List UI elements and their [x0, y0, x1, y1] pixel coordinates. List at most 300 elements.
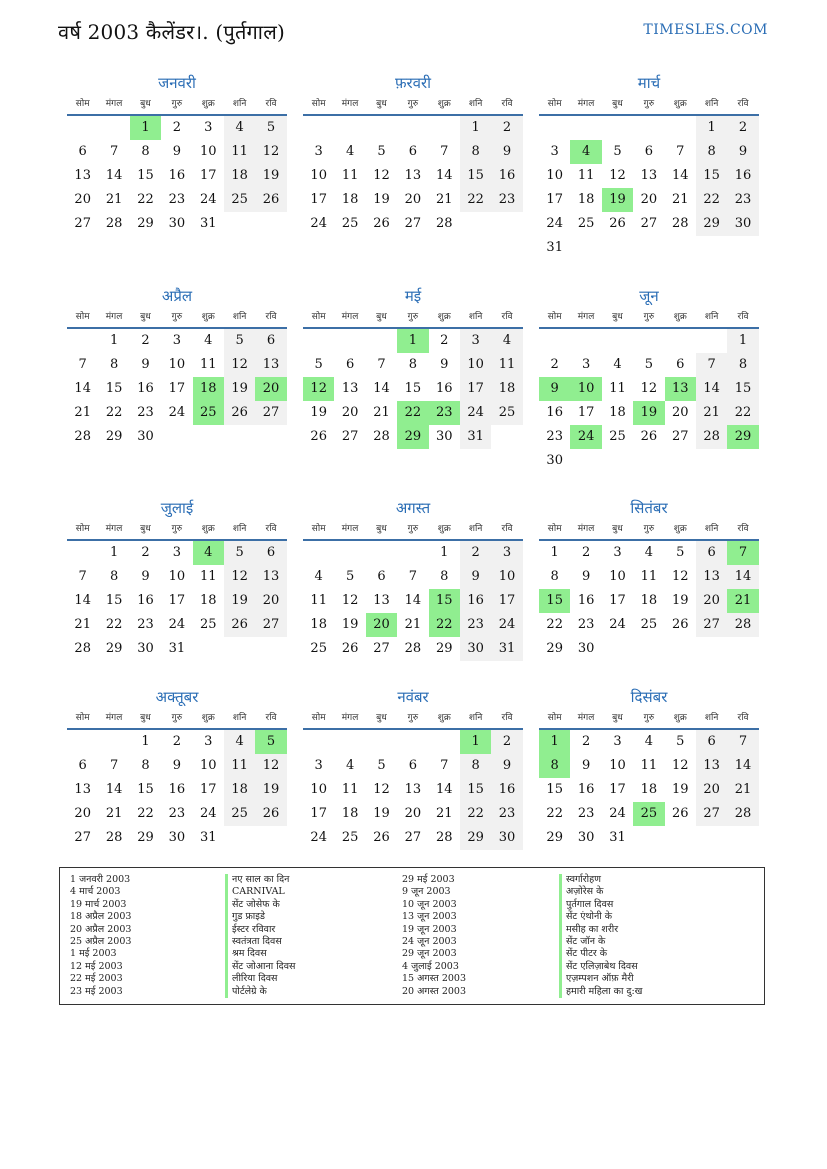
day-cell: 28 — [373, 429, 390, 444]
weekday-label: मंगल — [341, 713, 359, 723]
holiday-date: 29 जून 2003 — [402, 948, 457, 960]
holiday-day-cell: 12 — [303, 377, 334, 401]
empty-cell — [570, 329, 601, 353]
empty-cell — [366, 116, 397, 140]
day-cell: 7 — [109, 758, 119, 773]
weekday-label: शुक्र — [673, 99, 687, 109]
day-grid — [303, 541, 523, 661]
weekday-header — [67, 307, 287, 329]
weekday-label: रवि — [737, 99, 749, 109]
day-cell: 10 — [609, 569, 626, 584]
day-cell: 19 — [224, 589, 255, 613]
day-cell: 17 — [491, 589, 522, 613]
day-cell: 23 — [137, 617, 154, 632]
day-cell: 31 — [168, 641, 186, 656]
day-cell: 26 — [341, 641, 359, 656]
weekday-label: बुध — [612, 99, 623, 109]
weekday-label: मंगल — [341, 312, 359, 322]
day-cell: 14 — [696, 377, 727, 401]
weekday-label: शनि — [704, 312, 719, 322]
day-cell: 27 — [696, 802, 727, 826]
month-block — [67, 285, 287, 449]
empty-cell — [539, 116, 570, 140]
day-cell: 12 — [224, 353, 255, 377]
empty-cell — [665, 329, 696, 353]
day-cell: 21 — [404, 617, 422, 632]
day-cell: 8 — [141, 144, 150, 159]
day-cell: 9 — [460, 565, 491, 589]
day-cell: 2 — [581, 545, 591, 560]
weekday-label: रवि — [737, 312, 749, 322]
day-cell: 19 — [224, 377, 255, 401]
empty-cell — [429, 116, 460, 140]
day-cell: 7 — [440, 758, 449, 773]
day-cell: 22 — [460, 188, 491, 212]
month-block — [303, 72, 523, 236]
month-name: जनवरी — [158, 74, 196, 92]
weekday-label: मंगल — [577, 99, 595, 109]
day-cell: 11 — [199, 357, 217, 372]
day-cell: 2 — [440, 333, 449, 348]
day-cell: 29 — [105, 641, 123, 656]
weekday-label: गुरु — [643, 713, 655, 723]
day-cell: 12 — [640, 381, 658, 396]
weekday-label: रवि — [265, 713, 277, 723]
day-cell: 13 — [373, 593, 390, 608]
day-cell: 14 — [727, 754, 758, 778]
day-cell: 6 — [408, 758, 417, 773]
day-cell: 24 — [310, 216, 327, 231]
weekday-label: रवि — [737, 524, 749, 534]
day-cell: 5 — [224, 329, 255, 353]
day-cell: 2 — [581, 734, 591, 749]
holiday-name: लीरिया दिवस — [225, 973, 295, 985]
holiday-name: CARNIVAL — [225, 886, 295, 898]
day-cell: 16 — [137, 381, 154, 396]
day-cell: 27 — [341, 429, 359, 444]
day-grid — [67, 541, 287, 661]
day-cell: 26 — [671, 806, 689, 821]
weekday-label: बुध — [376, 312, 387, 322]
weekday-label: शुक्र — [201, 524, 215, 534]
weekday-label: शुक्र — [437, 713, 451, 723]
weekday-label: सोम — [75, 524, 90, 534]
day-cell: 8 — [408, 357, 417, 372]
empty-cell — [303, 329, 334, 353]
day-cell: 8 — [727, 353, 758, 377]
holiday-day-cell: 15 — [539, 589, 570, 613]
day-cell: 15 — [460, 778, 491, 802]
day-cell: 14 — [105, 168, 123, 183]
day-cell: 17 — [168, 593, 186, 608]
holiday-day-cell: 4 — [193, 541, 224, 565]
month-block — [67, 686, 287, 850]
weekday-label: बुध — [376, 99, 387, 109]
weekday-label: गुरु — [171, 312, 183, 322]
day-cell: 2 — [491, 116, 522, 140]
holiday-day-cell: 1 — [397, 329, 428, 353]
weekday-label: मंगल — [105, 713, 123, 723]
day-cell: 16 — [546, 405, 563, 420]
day-cell: 5 — [613, 144, 622, 159]
day-cell: 7 — [78, 569, 87, 584]
weekday-label: बुध — [612, 524, 623, 534]
empty-cell — [334, 730, 365, 754]
weekday-label: रवि — [265, 312, 277, 322]
day-cell: 14 — [435, 168, 453, 183]
day-cell: 9 — [491, 754, 522, 778]
day-cell: 24 — [460, 401, 491, 425]
weekday-label: शनि — [468, 312, 483, 322]
day-cell: 6 — [408, 144, 417, 159]
day-cell: 6 — [78, 144, 87, 159]
weekday-label: बुध — [376, 524, 387, 534]
weekday-label: सोम — [75, 99, 90, 109]
weekday-header — [303, 519, 523, 541]
day-cell: 18 — [341, 192, 359, 207]
holiday-day-cell: 25 — [193, 401, 224, 425]
holiday-date: 12 मई 2003 — [70, 960, 123, 972]
day-cell: 31 — [546, 240, 563, 255]
day-cell: 8 — [440, 569, 449, 584]
day-grid — [539, 116, 759, 260]
day-cell: 9 — [172, 758, 181, 773]
day-cell: 27 — [640, 216, 658, 231]
day-cell: 30 — [491, 826, 522, 850]
weekday-header — [539, 307, 759, 329]
day-cell: 28 — [435, 830, 453, 845]
day-cell: 21 — [105, 192, 123, 207]
day-cell: 14 — [105, 782, 123, 797]
day-cell: 6 — [696, 730, 727, 754]
day-cell: 10 — [460, 353, 491, 377]
day-cell: 28 — [671, 216, 689, 231]
day-cell: 7 — [109, 144, 119, 159]
day-cell: 20 — [696, 589, 727, 613]
empty-cell — [539, 329, 570, 353]
day-cell: 17 — [460, 377, 491, 401]
empty-cell — [570, 116, 601, 140]
day-cell: 11 — [310, 593, 327, 608]
day-cell: 22 — [460, 802, 491, 826]
holiday-name: हमारी महिला का दु:ख — [559, 986, 642, 998]
holiday-day-cell: 21 — [727, 589, 758, 613]
day-cell: 8 — [460, 754, 491, 778]
day-cell: 20 — [341, 405, 359, 420]
day-cell: 6 — [644, 144, 653, 159]
day-cell: 2 — [141, 333, 150, 348]
day-cell: 9 — [581, 569, 591, 584]
day-cell: 8 — [141, 758, 150, 773]
holiday-date: 24 जून 2003 — [402, 935, 457, 947]
day-cell: 29 — [137, 830, 154, 845]
month-name: सितंबर — [630, 499, 668, 517]
day-cell: 15 — [696, 164, 727, 188]
day-cell: 12 — [609, 168, 626, 183]
day-cell: 16 — [577, 782, 595, 797]
month-name: जून — [639, 287, 659, 305]
day-grid — [67, 329, 287, 449]
day-cell: 22 — [696, 188, 727, 212]
month-block — [539, 285, 759, 473]
day-cell: 28 — [105, 216, 123, 231]
day-cell: 22 — [546, 617, 563, 632]
holiday-name: पुर्तगाल दिवस — [559, 899, 642, 911]
holiday-dates-left — [70, 874, 131, 998]
holiday-day-cell: 1 — [539, 730, 570, 754]
day-cell: 13 — [74, 168, 91, 183]
day-cell: 5 — [314, 357, 323, 372]
day-cell: 18 — [640, 782, 658, 797]
day-cell: 7 — [78, 357, 87, 372]
weekday-label: शनि — [232, 713, 247, 723]
day-cell: 10 — [168, 569, 186, 584]
weekday-label: मंगल — [341, 99, 359, 109]
weekday-label: बुध — [140, 99, 151, 109]
weekday-label: शनि — [468, 524, 483, 534]
day-cell: 22 — [137, 806, 154, 821]
day-cell: 29 — [105, 429, 123, 444]
month-block — [303, 497, 523, 661]
holiday-date: 15 अगस्त 2003 — [402, 973, 467, 985]
holiday-day-cell: 19 — [633, 401, 664, 425]
day-cell: 23 — [168, 806, 186, 821]
day-cell: 4 — [345, 758, 355, 773]
day-cell: 18 — [224, 778, 255, 802]
day-cell: 15 — [137, 168, 154, 183]
weekday-label: शनि — [468, 99, 483, 109]
day-cell: 23 — [460, 613, 491, 637]
day-cell: 16 — [577, 593, 595, 608]
day-cell: 14 — [435, 782, 453, 797]
day-cell: 30 — [168, 216, 186, 231]
weekday-label: गुरु — [407, 99, 419, 109]
holiday-day-cell: 19 — [602, 188, 633, 212]
day-cell: 4 — [644, 545, 653, 560]
day-cell: 19 — [255, 164, 286, 188]
empty-cell — [67, 541, 98, 565]
day-cell: 21 — [696, 401, 727, 425]
holiday-day-cell: 1 — [130, 116, 161, 140]
day-cell: 18 — [199, 593, 217, 608]
weekday-label: मंगल — [105, 312, 123, 322]
day-cell: 30 — [168, 830, 186, 845]
day-grid — [67, 116, 287, 236]
holiday-day-cell: 1 — [460, 730, 491, 754]
day-cell: 24 — [168, 405, 186, 420]
day-cell: 12 — [373, 168, 390, 183]
day-cell: 13 — [404, 782, 422, 797]
day-cell: 22 — [546, 806, 563, 821]
empty-cell — [366, 541, 397, 565]
weekday-label: शनि — [704, 524, 719, 534]
day-cell: 21 — [435, 806, 453, 821]
holiday-names-right — [559, 874, 642, 998]
holiday-day-cell: 22 — [397, 401, 428, 425]
day-cell: 19 — [373, 192, 390, 207]
weekday-label: शनि — [468, 713, 483, 723]
holiday-date: 10 जून 2003 — [402, 898, 457, 910]
day-cell: 22 — [105, 617, 123, 632]
day-cell: 11 — [341, 782, 359, 797]
day-cell: 3 — [172, 333, 181, 348]
day-cell: 11 — [577, 168, 595, 183]
empty-cell — [602, 116, 633, 140]
empty-cell — [303, 730, 334, 754]
weekday-label: रवि — [501, 524, 513, 534]
day-cell: 13 — [341, 381, 359, 396]
weekday-label: शुक्र — [437, 312, 451, 322]
day-cell: 6 — [255, 541, 286, 565]
weekday-label: शनि — [704, 713, 719, 723]
weekday-label: सोम — [75, 713, 90, 723]
day-cell: 19 — [373, 806, 390, 821]
weekday-header — [67, 708, 287, 730]
weekday-label: शुक्र — [673, 312, 687, 322]
day-cell: 3 — [314, 144, 323, 159]
weekday-header — [539, 519, 759, 541]
day-cell: 20 — [74, 806, 91, 821]
weekday-label: गुरु — [643, 312, 655, 322]
day-cell: 23 — [577, 617, 595, 632]
day-cell: 28 — [435, 216, 453, 231]
month-name: दिसंबर — [630, 688, 668, 706]
month-name: जुलाई — [160, 499, 194, 517]
holiday-day-cell: 20 — [255, 377, 286, 401]
day-cell: 16 — [460, 589, 491, 613]
day-cell: 26 — [224, 401, 255, 425]
day-cell: 6 — [676, 357, 685, 372]
holiday-day-cell: 29 — [727, 425, 758, 449]
day-cell: 30 — [727, 212, 758, 236]
day-cell: 28 — [404, 641, 422, 656]
month-name: मार्च — [637, 74, 661, 92]
weekday-header — [539, 94, 759, 116]
month-block — [67, 72, 287, 236]
day-cell: 30 — [577, 641, 595, 656]
holiday-name: नए साल का दिन — [225, 874, 295, 886]
weekday-label: रवि — [501, 312, 513, 322]
day-cell: 21 — [727, 778, 758, 802]
empty-cell — [633, 116, 664, 140]
day-cell: 13 — [696, 565, 727, 589]
holiday-name: सेंट एंथोनी के — [559, 911, 642, 923]
empty-cell — [303, 541, 334, 565]
day-cell: 7 — [727, 730, 758, 754]
day-cell: 13 — [640, 168, 658, 183]
month-block — [303, 686, 523, 850]
day-cell: 9 — [440, 357, 449, 372]
weekday-label: सोम — [547, 99, 562, 109]
day-cell: 12 — [373, 782, 390, 797]
weekday-label: मंगल — [105, 99, 123, 109]
day-cell: 10 — [199, 758, 217, 773]
day-cell: 11 — [224, 754, 255, 778]
weekday-label: बुध — [140, 312, 151, 322]
weekday-label: शुक्र — [673, 713, 687, 723]
day-cell: 30 — [546, 453, 563, 468]
weekday-label: मंगल — [341, 524, 359, 534]
holiday-day-cell: 23 — [429, 401, 460, 425]
weekday-label: गुरु — [407, 713, 419, 723]
day-cell: 10 — [609, 758, 626, 773]
day-cell: 17 — [546, 192, 563, 207]
empty-cell — [67, 730, 98, 754]
holiday-name: गुड फ्राइडे — [225, 911, 295, 923]
weekday-label: शनि — [232, 99, 247, 109]
day-cell: 3 — [550, 144, 559, 159]
page-title: वर्ष 2003 कैलेंडर।. (पुर्तगाल) — [58, 20, 285, 44]
holiday-name: मसीह का शरीर — [559, 924, 642, 936]
day-cell: 3 — [204, 120, 213, 135]
holiday-day-cell: 5 — [255, 730, 286, 754]
weekday-label: बुध — [612, 713, 623, 723]
month-name: अप्रैल — [161, 287, 193, 305]
holiday-date: 25 अप्रैल 2003 — [70, 935, 132, 947]
day-cell: 4 — [644, 734, 653, 749]
holiday-name: एज़म्पशन ऑफ़ मैरी — [559, 973, 642, 985]
brand-link[interactable]: TIMESLES.COM — [643, 22, 768, 38]
day-cell: 21 — [671, 192, 689, 207]
weekday-label: गुरु — [171, 99, 183, 109]
holiday-date: 4 जुलाई 2003 — [402, 960, 459, 972]
day-cell: 23 — [546, 429, 563, 444]
holiday-day-cell: 22 — [429, 613, 460, 637]
day-cell: 25 — [341, 216, 359, 231]
day-cell: 18 — [310, 617, 327, 632]
day-cell: 17 — [199, 782, 217, 797]
day-cell: 20 — [671, 405, 689, 420]
day-cell: 27 — [404, 216, 422, 231]
month-name: नवंबर — [397, 688, 429, 706]
day-cell: 4 — [314, 569, 323, 584]
empty-cell — [67, 329, 98, 353]
day-cell: 6 — [696, 541, 727, 565]
day-cell: 4 — [224, 730, 255, 754]
day-cell: 16 — [168, 782, 186, 797]
day-grid — [539, 730, 759, 850]
holiday-list — [59, 867, 765, 1005]
day-cell: 27 — [255, 401, 286, 425]
day-cell: 12 — [224, 565, 255, 589]
weekday-label: सोम — [311, 713, 326, 723]
weekday-label: शुक्र — [437, 99, 451, 109]
holiday-dates-right — [402, 874, 466, 998]
weekday-label: गुरु — [407, 524, 419, 534]
holiday-day-cell: 13 — [665, 377, 696, 401]
day-cell: 19 — [671, 782, 689, 797]
day-cell: 1 — [109, 333, 119, 348]
empty-cell — [397, 730, 428, 754]
day-cell: 7 — [408, 569, 417, 584]
day-cell: 27 — [255, 613, 286, 637]
day-cell: 24 — [310, 830, 327, 845]
day-cell: 24 — [609, 617, 626, 632]
day-cell: 30 — [460, 637, 491, 661]
holiday-date: 4 मार्च 2003 — [70, 886, 121, 898]
holiday-day-cell: 4 — [570, 140, 601, 164]
day-cell: 25 — [341, 830, 359, 845]
weekday-label: रवि — [265, 524, 277, 534]
day-cell: 15 — [460, 164, 491, 188]
holiday-day-cell: 25 — [633, 802, 664, 826]
holiday-name: ईस्टर रविवार — [225, 924, 295, 936]
empty-cell — [602, 329, 633, 353]
weekday-label: मंगल — [577, 312, 595, 322]
day-cell: 18 — [640, 593, 658, 608]
day-cell: 9 — [141, 357, 150, 372]
day-cell: 1 — [727, 329, 758, 353]
